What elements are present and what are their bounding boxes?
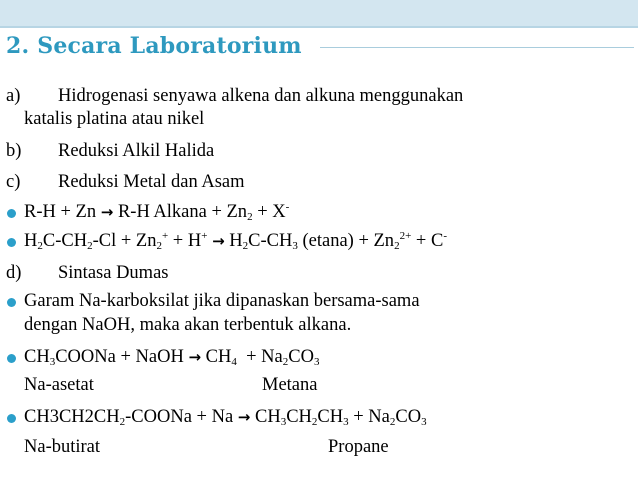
arrow-icon: → xyxy=(100,203,114,221)
title-underline xyxy=(320,47,634,48)
item-d-text: Sintasa Dumas xyxy=(58,263,169,283)
item-b-text: Reduksi Alkil Halida xyxy=(58,141,215,161)
bullet-icon xyxy=(7,414,16,423)
item-a-text-continued: katalis platina atau nikel xyxy=(24,109,205,129)
arrow-icon: → xyxy=(188,348,202,366)
item-a-text: Hidrogenasi senyawa alkena dan alkuna menggunakan xyxy=(58,86,464,106)
arrow-icon: → xyxy=(212,232,225,250)
equation-1: R-H + Zn → R-H Alkana + $Zn_2 + X^-$ xyxy=(24,201,290,223)
item-a-label: a) xyxy=(6,86,21,106)
bullet-icon xyxy=(7,209,16,218)
eq4-name-left: Na-butirat xyxy=(24,437,101,457)
bullet-icon xyxy=(7,238,16,247)
equation-4: $CH3CH2CH_2$-COONa + $Na \to CH_3CH_2CH_3 + Na_2CO_3$ xyxy=(24,407,427,428)
item-c-label: c) xyxy=(6,172,21,192)
top-band xyxy=(0,0,638,26)
eq3-name-left: Na-asetat xyxy=(24,375,94,395)
item-a xyxy=(6,85,463,107)
item-d xyxy=(6,262,168,284)
equation-3: $CH_3COONa$ + NaOH → $CH_4 + Na_2CO_3$ xyxy=(24,347,320,368)
item-c xyxy=(6,171,245,193)
item-b-label: b) xyxy=(6,141,22,161)
garam-text-line1: Garam Na-karboksilat jika dipanaskan bersama-sama xyxy=(24,291,420,311)
eq4-name-right: Propane xyxy=(328,437,389,457)
top-band-line xyxy=(0,26,638,28)
bullet-icon xyxy=(7,298,16,307)
bullet-icon xyxy=(7,354,16,363)
arrow-icon: → xyxy=(237,408,251,426)
eq3-name-right: Metana xyxy=(262,375,318,395)
item-c-text: Reduksi Metal dan Asam xyxy=(58,172,245,192)
item-b xyxy=(6,140,214,162)
slide-title: 2. Secara Laboratorium xyxy=(6,33,302,59)
garam-text-line2: dengan NaOH, maka akan terbentuk alkana. xyxy=(24,315,352,335)
item-d-label: d) xyxy=(6,263,22,283)
equation-2: $H_2C-CH_2-Cl + Zn_2^+ + H^+ \to H_2C-CH_3$ $(etana) + Zn_2^{2+} + C^-$ xyxy=(24,230,447,252)
